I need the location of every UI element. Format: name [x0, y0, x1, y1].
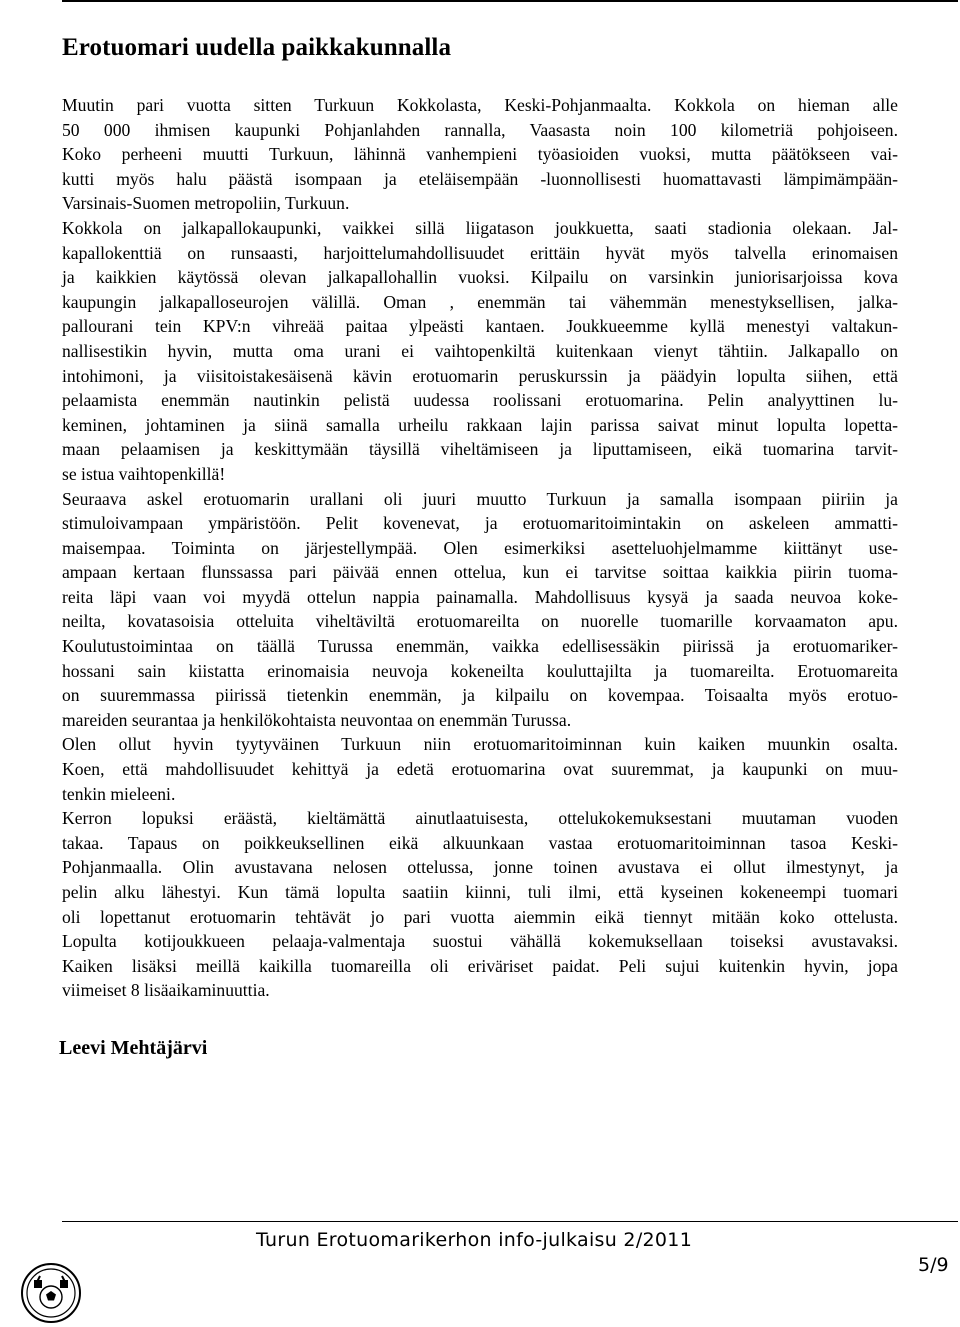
- club-logo-icon: [20, 1262, 82, 1324]
- article-line: maan pelaamisen ja keskittymään täysillä viheltämiseen ja liputtamiseen, eikä tuomarina tarvit-: [62, 439, 898, 460]
- article-line: kaupungin jalkapalloseurojen välillä. Oman , enemmän tai vähemmän menestyksellisen, jalka-: [62, 291, 898, 312]
- article-line: tenkin mieleeni.: [62, 783, 176, 804]
- article-line: nallisestikin hyvin, mutta oma urani ei vaihtopenkiltä kuitenkaan vienyt tähtiin. Jalkapallo on: [62, 340, 898, 361]
- footer-rule: [62, 1221, 958, 1222]
- article-line: keminen, johtaminen ja siinä samalla urheilu rakkaan lajin parissa saivat minut lopulta lopetta-: [62, 414, 898, 435]
- article-line: Olen ollut hyvin tyytyväinen Turkuun niin erotuomaritoiminnan kuin kaiken muunkin osalta.: [62, 734, 898, 755]
- article-line: Muutin pari vuotta sitten Turkuun Kokkolasta, Keski-Pohjanmaalta. Kokkola on hieman alle: [62, 95, 898, 115]
- article-line: oli lopettanut erotuomarin tehtävät jo pari vuotta aiemmin eikä tiennyt mitään koko ottelusta.: [62, 906, 898, 927]
- article-line: hossani sain kiistatta erinomaisia neuvoja kokeneilta kouluttajilta ja tuomareilta. Erotuomareita: [62, 660, 898, 681]
- article-line: ja kaikkien käytössä olevan jalkapallohallin vuoksi. Kilpailu on varsinkin juniorisarjoissa kova: [62, 267, 898, 288]
- article-line: takaa. Tapaus on poikkeuksellinen eikä alkuunkaan vastaa erotuomaritoiminnan tasoa Keski-: [62, 832, 898, 853]
- article-line: stimuloivampaan ympäristöön. Pelit kovenevat, ja erotuomaritoimintakin on askeleen ammatti-: [62, 513, 898, 534]
- article-body: [59, 93, 898, 1060]
- article-line: maisempaa. Toiminta on järjestellympää. Olen esimerkiksi asetteluohjelmamme kiittänyt use-: [62, 537, 898, 558]
- article-line: Kokkola on jalkapallokaupunki, vaikkei sillä liigatason joukkuetta, saati stadionia olekaan. Jal-: [62, 217, 898, 238]
- page-number: 5/9: [918, 1254, 949, 1276]
- article-line: mareiden seurantaa ja henkilökohtaista neuvontaa on enemmän Turussa.: [62, 709, 572, 730]
- article-line: kapallokenttiä on runsaasti, harjoittelumahdollisuudet erittäin hyvät myös talvella erinomaisen: [62, 242, 898, 263]
- top-rule: [62, 0, 958, 2]
- article-line: Varsinais-Suomen metropoliin, Turkuun.: [62, 193, 350, 214]
- article-line: intohimoni, ja viisitoistakesäisenä kävin erotuomarin peruskurssin ja päädyin lopulta siihen, että: [62, 365, 898, 386]
- article-line: pallourani tein KPV:n vihreää paitaa ylpeästi kantaen. Joukkueemme kyllä menestyi valtakun-: [62, 316, 898, 337]
- article-line: Pohjanmaalla. Olin avustavana nelosen ottelussa, jonne toinen avustava ei ollut ilmestynyt, ja: [62, 857, 898, 878]
- spacer: [62, 1003, 898, 1037]
- article-line: 50 000 ihmisen kaupunki Pohjanlahden rannalla, Vaasasta noin 100 kilometriä pohjoiseen.: [62, 119, 898, 140]
- article-title: Erotuomari uudella paikkakunnalla: [62, 34, 452, 61]
- article-line: reita läpi vaan voi myydä ottelun nappia painamalla. Mahdollisuus kysyä ja saada neuvoa koke-: [62, 586, 898, 607]
- article-line: ampaan kertaan flunssassa pari päivää ennen ottelua, kun ei tarvitse soittaa kaikkia piirin tuoma-: [62, 562, 898, 583]
- article-line: Koko perheeni muutti Turkuun, lähinnä vanhempieni työasioiden vuoksi, mutta päätökseen vai-: [62, 144, 898, 165]
- article-line: Lopulta kotijoukkueen pelaaja-valmentaja suostui vähällä kokemuksellaan toiseksi avustavaksi.: [62, 931, 898, 952]
- article-line: on suuremmassa piirissä tietenkin enemmän, ja kilpailu on kovempaa. Toisaalta myös erotuo-: [62, 685, 898, 706]
- article-line: viimeiset 8 lisäaikaminuuttia.: [62, 980, 270, 1001]
- footer-publication: Turun Erotuomarikerhon info-julkaisu 2/2011: [256, 1229, 693, 1251]
- article-line: Koen, että mahdollisuudet kehittyä ja edetä erotuomarina ovat suuremmat, ja kaupunki on muu-: [62, 759, 898, 780]
- article-line: kutti myös halu päästä isompaan ja eteläisempään -luonnollisesti huomattavasti lämpimämpään-: [62, 168, 898, 189]
- article-line: Kerron lopuksi eräästä, kieltämättä ainutlaatuisesta, ottelukokemuksestani muutaman vuoden: [62, 808, 898, 829]
- article-line: pelin alku lähestyi. Kun tämä lopulta saatiin kiinni, tuli ilmi, että kyseinen kokeneempi tuomari: [62, 882, 898, 902]
- article-line: se istua vaihtopenkillä!: [62, 463, 226, 484]
- article-line: neilta, kovatasoisia otteluita viheltäviltä erotuomareilta on nuorelle tuomarille korvaamaton apu.: [62, 611, 898, 632]
- article-line: Kaiken lisäksi meillä kaikilla tuomareilla oli eriväriset paidat. Peli sujui kuitenkin hyvin, jopa: [62, 955, 898, 976]
- article-line: Seuraava askel erotuomarin urallani oli juuri muutto Turkuun ja samalla isompaan piiriin ja: [62, 488, 898, 509]
- article-author: Leevi Mehtäjärvi: [59, 1036, 208, 1059]
- article-line: pelaamista enemmän nautinkin pelistä uudessa roolissani erotuomarina. Pelin analyyttinen lu-: [62, 390, 898, 411]
- article-line: Koulutustoimintaa on täällä Turussa enemmän, vaikka edellisessäkin piirissä ja erotuomariker-: [62, 636, 898, 657]
